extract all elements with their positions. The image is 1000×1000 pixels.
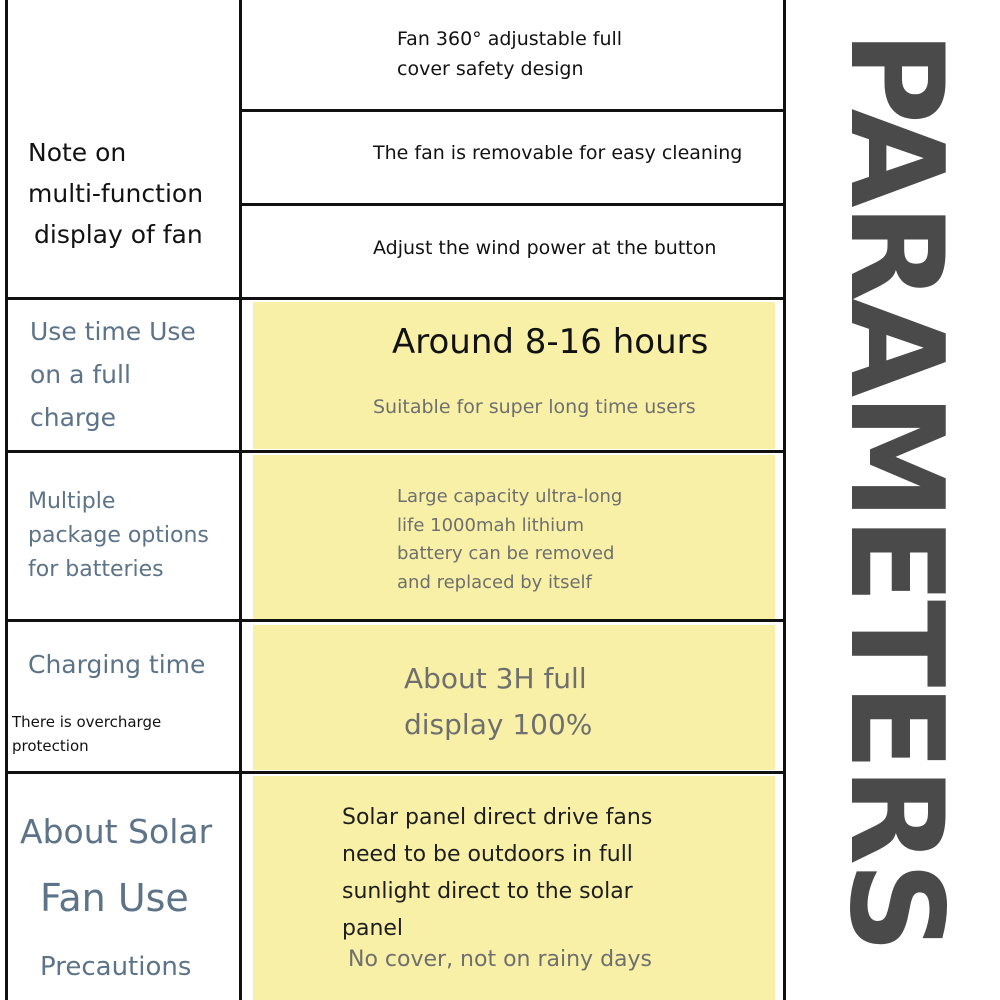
fan-feature-safety: Fan 360° adjustable full cover safety design (397, 28, 623, 80)
row-divider (5, 297, 785, 300)
table-border-left (5, 0, 8, 1000)
row-divider (5, 771, 785, 774)
charging-value: About 3H full display 100% (404, 662, 593, 741)
solar-value: Solar panel direct drive fans need to be outdoors in full sunlight direct to the solar panel (342, 805, 653, 941)
row-divider (241, 109, 785, 112)
fan-feature-removable: The fan is removable for easy cleaning (373, 142, 743, 164)
row-divider (5, 619, 785, 622)
overcharge-protection-note: There is overcharge protection (12, 713, 162, 755)
table-border-right (783, 0, 786, 1000)
parameters-title-area (821, 30, 970, 950)
use-time-value: Around 8-16 hours (392, 322, 709, 362)
row-label-solar-2: Fan Use (40, 876, 189, 920)
row-divider (5, 450, 785, 453)
row-label-charging-time: Charging time (28, 650, 206, 679)
row-label-solar-1: About Solar (20, 812, 213, 851)
row-label-use-time: Use time Use on a full charge (30, 317, 196, 432)
row-label-solar-3: Precautions (40, 952, 192, 982)
row-label-batteries: Multiple package options for batteries (28, 489, 209, 582)
row-label-fan-note: Note on multi-function display of fan (28, 138, 204, 249)
batteries-value: Large capacity ultra-long life 1000mah lithium battery can be removed and replaced by itself (397, 486, 623, 593)
table-column-divider (239, 0, 242, 1000)
fan-feature-wind-button: Adjust the wind power at the button (373, 237, 717, 259)
use-time-note: Suitable for super long time users (373, 396, 696, 418)
solar-note: No cover, not on rainy days (348, 947, 652, 972)
parameters-title: PARAMETERS (821, 30, 970, 950)
row-divider (241, 203, 785, 206)
